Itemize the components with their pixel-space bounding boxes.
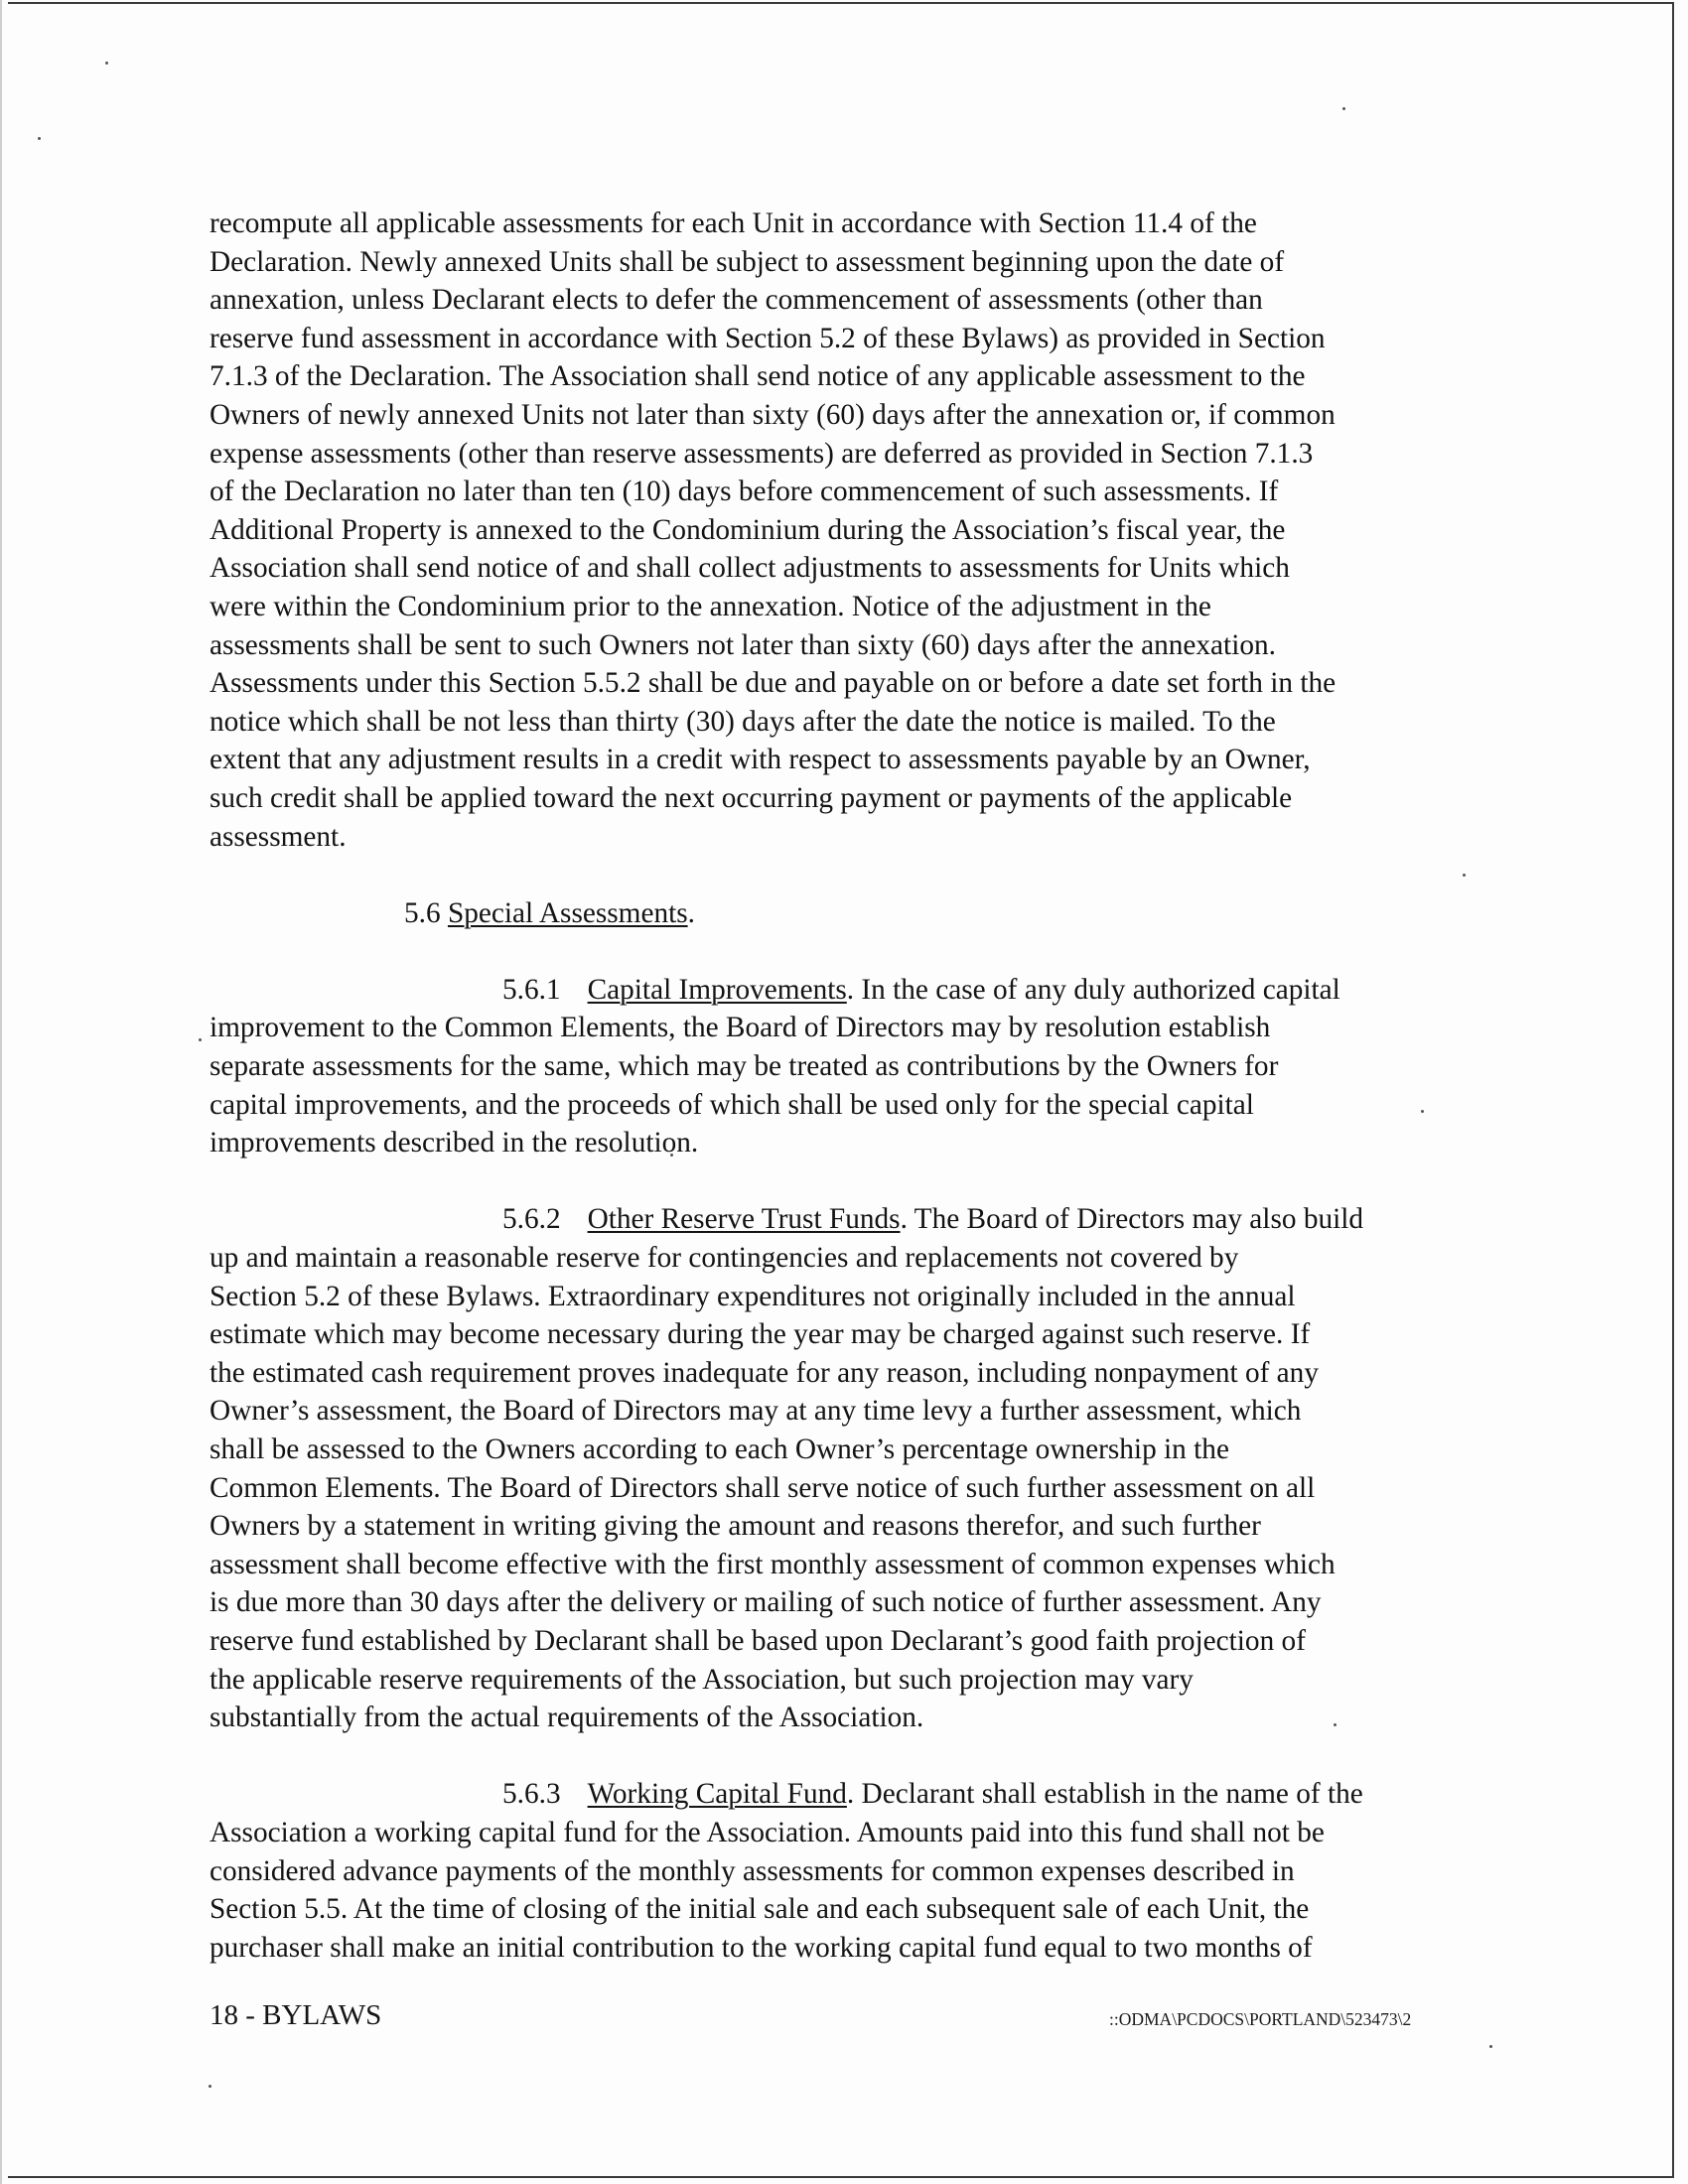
text-line: of the Declaration no later than ten (10) days before commencement of such assessments. If: [210, 476, 1279, 508]
text-line: capital improvements, and the proceeds of which shall be used only for the special capital: [210, 1088, 1254, 1121]
text-line: purchaser shall make an initial contribution to the working capital fund equal to two months of: [210, 1931, 1313, 1964]
text-line: Declaration. Newly annexed Units shall be subject to assessment beginning upon the date of: [210, 245, 1285, 278]
section-title: Other Reserve Trust Funds: [587, 1203, 901, 1236]
text-line: expense assessments (other than reserve assessments) are deferred as provided in Section 7.1.3: [210, 437, 1314, 470]
text-line: up and maintain a reasonable reserve for contingencies and replacements not covered by: [210, 1242, 1239, 1275]
text-line: the estimated cash requirement proves inadequate for any reason, including nonpayment of any: [210, 1356, 1319, 1389]
text-line: is due more than 30 days after the delivery or mailing of such notice of further assessment. Any: [210, 1586, 1322, 1619]
section-lead-line: [210, 1200, 1490, 1239]
text-line: assessments shall be sent to such Owners not later than sixty (60) days after the annexation.: [210, 628, 1276, 661]
text-line: shall be assessed to the Owners according to each Owner’s percentage ownership in the: [210, 1433, 1229, 1465]
section-title: Working Capital Fund: [587, 1778, 847, 1811]
text-line: improvement to the Common Elements, the Board of Directors may by resolution establish: [210, 1012, 1271, 1044]
footer-page-label: 18 - BYLAWS: [210, 1999, 382, 2031]
section-title: Special Assessments: [447, 896, 688, 929]
scan-speck: [199, 1038, 202, 1041]
section-lead-text: . In the case of any duly authorized capital: [846, 973, 1340, 1006]
text-line: assessment shall become effective with the first monthly assessment of common expenses which: [210, 1548, 1336, 1580]
text-line: annexation, unless Declarant elects to defer the commencement of assessments (other than: [210, 284, 1263, 317]
scan-speck: [38, 137, 41, 140]
text-line: Common Elements. The Board of Directors shall serve notice of such further assessment on all: [210, 1471, 1316, 1504]
text-line: Owners by a statement in writing giving the amount and reasons therefor, and such further: [210, 1510, 1261, 1543]
text-line: notice which shall be not less than thirty (30) days after the date the notice is mailed. To the: [210, 705, 1276, 738]
text-line: reserve fund assessment in accordance with Section 5.2 of these Bylaws) as provided in Section: [210, 322, 1326, 354]
section-number: 5.6: [404, 896, 441, 929]
text-line: separate assessments for the same, which may be treated as contributions by the Owners for: [210, 1050, 1279, 1083]
text-line: Assessments under this Section 5.5.2 shall be due and payable on or before a date set forth in the: [210, 667, 1336, 700]
section-lead-line: [210, 971, 1490, 1010]
section-5-6-2: [210, 1200, 1490, 1736]
text-line: estimate which may become necessary during the year may be charged against such reserve. If: [210, 1318, 1311, 1351]
section-5-6-3: [210, 1775, 1490, 1967]
text-line: Owners of newly annexed Units not later than sixty (60) days after the annexation or, if common: [210, 398, 1336, 431]
text-line: 7.1.3 of the Declaration. The Association shall send notice of any applicable assessment to the: [210, 360, 1306, 393]
text-line: Association shall send notice of and shall collect adjustments to assessments for Units which: [210, 552, 1290, 585]
text-line: Association a working capital fund for the Association. Amounts paid into this fund shall not be: [210, 1816, 1325, 1848]
text-line: Additional Property is annexed to the Condominium during the Association’s fiscal year, the: [210, 513, 1286, 546]
section-heading-5-6: [210, 894, 1490, 933]
text-line: reserve fund established by Declarant shall be based upon Declarant’s good faith projection of: [210, 1624, 1306, 1657]
scan-speck: [1342, 107, 1345, 110]
text-line: Section 5.5. At the time of closing of the initial sale and each subsequent sale of each Unit, the: [210, 1893, 1310, 1926]
text-line: substantially from the actual requirements of the Association.: [210, 1702, 924, 1734]
section-number: 5.6.1: [502, 973, 561, 1006]
document-body: [210, 205, 1490, 1967]
section-lead-text: . Declarant shall establish in the name of the: [846, 1778, 1363, 1811]
footer-doc-path: ::ODMA\PCDOCS\PORTLAND\523473\2: [1109, 2009, 1412, 2029]
section-lead-line: [210, 1775, 1490, 1814]
text-line: recompute all applicable assessments for each Unit in accordance with Section 11.4 of the: [210, 207, 1257, 239]
section-title-suffix: .: [687, 896, 695, 929]
paragraph-assessment-annexation: [210, 205, 1490, 856]
section-lead-text: . The Board of Directors may also build: [900, 1203, 1364, 1236]
section-title: Capital Improvements: [587, 973, 847, 1006]
text-line: considered advance payments of the monthly assessments for common expenses described in: [210, 1854, 1295, 1887]
scan-speck: [209, 2085, 211, 2088]
text-line: assessment.: [210, 820, 347, 853]
scan-left-edge: [0, 0, 2, 2184]
text-line: the applicable reserve requirements of the Association, but such projection may vary: [210, 1663, 1194, 1696]
text-line: were within the Condominium prior to the annexation. Notice of the adjustment in the: [210, 590, 1211, 622]
scan-speck: [105, 62, 108, 65]
text-line: such credit shall be applied toward the next occurring payment or payments of the applicable: [210, 781, 1293, 814]
section-number: 5.6.3: [502, 1778, 561, 1811]
text-line: Owner’s assessment, the Board of Directors may at any time levy a further assessment, which: [210, 1395, 1302, 1428]
scan-speck: [1489, 2045, 1492, 2048]
section-5-6-1: [210, 971, 1490, 1162]
text-line: improvements described in the resolution.: [210, 1127, 699, 1160]
text-line: extent that any adjustment results in a credit with respect to assessments payable by an Owner,: [210, 744, 1311, 776]
section-number: 5.6.2: [502, 1203, 561, 1236]
text-line: Section 5.2 of these Bylaws. Extraordinary expenditures not originally included in the annual: [210, 1280, 1296, 1312]
